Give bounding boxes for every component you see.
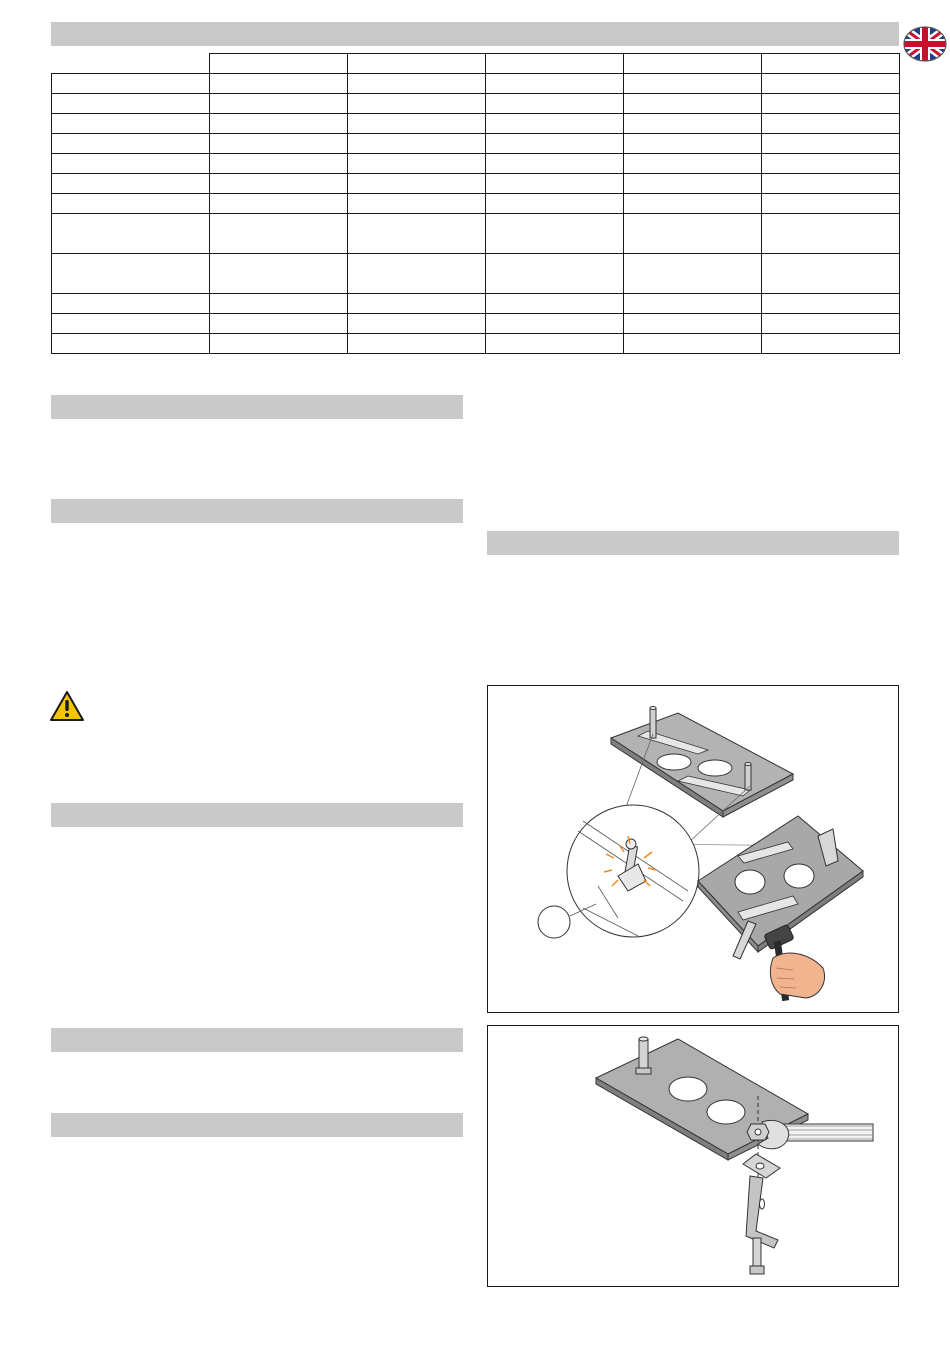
detail-zoom-circle — [567, 805, 699, 937]
section-header-bar — [51, 499, 463, 523]
bracket-illustration — [743, 1154, 780, 1248]
figure-leg-fold-hammer — [487, 685, 899, 1013]
table-row — [52, 94, 900, 114]
section-header-bar — [487, 531, 899, 555]
section-header-bar — [51, 803, 463, 827]
table-row — [52, 214, 900, 254]
table-row — [52, 294, 900, 314]
table-header-bar — [51, 22, 899, 46]
figure-bolt-wrench — [487, 1025, 899, 1287]
section-header-bar — [51, 1113, 463, 1137]
spec-table — [51, 53, 900, 354]
bolt-bottom-illustration — [750, 1238, 764, 1274]
table-row — [52, 54, 900, 74]
table-row — [52, 114, 900, 134]
table-row — [52, 174, 900, 194]
table-row — [52, 154, 900, 174]
wrench-icon — [758, 1120, 873, 1148]
section-header-bar — [51, 395, 463, 419]
uk-flag-icon[interactable] — [902, 24, 948, 64]
table-row — [52, 134, 900, 154]
table-row — [52, 314, 900, 334]
plate-top-illustration — [611, 707, 793, 818]
table-row — [52, 254, 900, 294]
warning-triangle-icon — [49, 690, 85, 722]
table-row — [52, 74, 900, 94]
nut-illustration — [747, 1124, 769, 1140]
section-header-bar — [51, 1028, 463, 1052]
table-row — [52, 194, 900, 214]
table-row — [52, 334, 900, 354]
hand-illustration — [770, 953, 824, 998]
